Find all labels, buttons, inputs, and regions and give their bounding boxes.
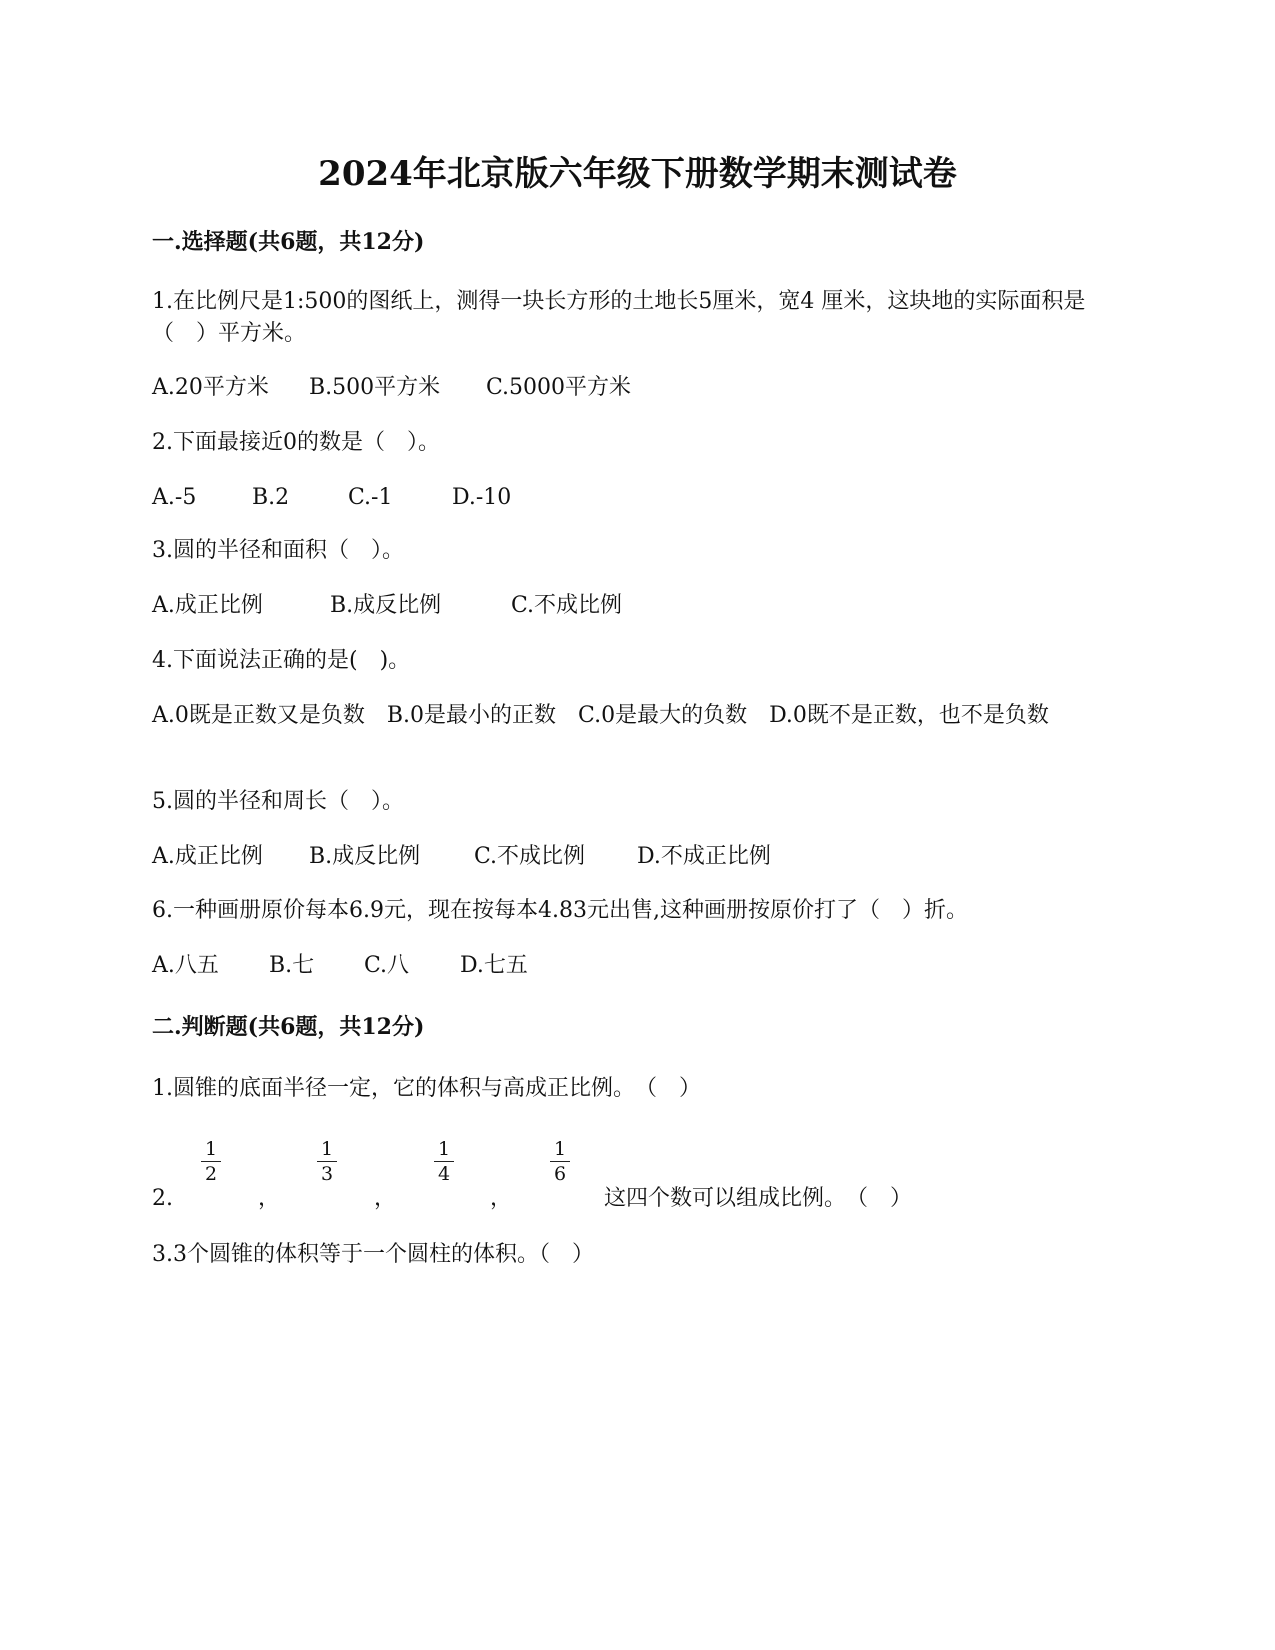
fraction-one-third: [317, 1138, 337, 1185]
fraction-bar: [317, 1161, 337, 1162]
judgement-2-prefix: 2.: [152, 1186, 173, 1211]
question-5-option-d: D.不成正比例: [637, 844, 771, 869]
fraction-separator: ，: [374, 1186, 397, 1211]
question-3-option-c: C.不成比例: [511, 593, 623, 618]
fraction-numerator: 1: [204, 1138, 218, 1160]
judgement-2-suffix: 这四个数可以组成比例。 （ ）: [604, 1186, 913, 1211]
fraction-one-quarter: [434, 1138, 454, 1185]
fraction-separator: ，: [258, 1186, 281, 1211]
question-6-text: 6.一种画册原价每本6.9元，现在按每本4.83元出售,这种画册按原价打了（ ）折。: [152, 898, 968, 923]
question-3-option-b: B.成反比例: [330, 593, 442, 618]
question-2-option-c: C.-1: [348, 485, 393, 510]
question-2-text: 2.下面最接近0的数是（ ）。: [152, 430, 440, 455]
fraction-one-half: [201, 1138, 221, 1185]
question-2-option-d: D.-10: [452, 485, 512, 510]
section-heading-choice: 一.选择题(共6题，共12分): [152, 229, 425, 255]
question-1-option-b: B.500平方米: [309, 375, 441, 400]
fraction-numerator: 1: [320, 1138, 334, 1160]
question-2-option-a: A.-5: [152, 485, 197, 510]
fraction-denominator: 3: [320, 1163, 334, 1185]
question-3-option-a: A.成正比例: [152, 593, 263, 618]
section-heading-judgement: 二.判断题(共6题，共12分): [152, 1014, 425, 1040]
question-5-option-c: C.不成比例: [474, 844, 586, 869]
fraction-bar: [550, 1161, 570, 1162]
fraction-denominator: 2: [204, 1163, 218, 1185]
question-6-option-d: D.七五: [460, 953, 528, 978]
judgement-1-text: 1.圆锥的底面半径一定，它的体积与高成正比例。 （ ）: [152, 1076, 701, 1101]
fraction-denominator: 6: [553, 1163, 567, 1185]
question-5-option-a: A.成正比例: [152, 844, 263, 869]
fraction-separator: ，: [490, 1186, 513, 1211]
question-1-text: 1.在比例尺是1:500的图纸上，测得一块长方形的土地长5厘米，宽4 厘米，这块地的实际面积是（ ）平方米。: [152, 289, 1086, 346]
fraction-numerator: 1: [553, 1138, 567, 1160]
question-6-option-c: C.八: [364, 953, 410, 978]
page-title: 2024年北京版六年级下册数学期末测试卷: [318, 154, 957, 194]
question-1-option-a: A.20平方米: [152, 375, 269, 400]
question-5-text: 5.圆的半径和周长（ ）。: [152, 789, 404, 814]
question-3-text: 3.圆的半径和面积（ ）。: [152, 538, 404, 563]
fraction-one-sixth: [550, 1138, 570, 1185]
judgement-3-text: 3.3个圆锥的体积等于一个圆柱的体积。（ ）: [152, 1242, 594, 1267]
question-1-option-c: C.5000平方米: [486, 375, 632, 400]
fraction-numerator: 1: [437, 1138, 451, 1160]
fraction-bar: [434, 1161, 454, 1162]
fraction-bar: [201, 1161, 221, 1162]
fraction-denominator: 4: [437, 1163, 451, 1185]
question-4-options: A.0既是正数又是负数 B.0是最小的正数 C.0是最大的负数 D.0既不是正数，也不是负数: [152, 703, 1049, 728]
question-6-option-a: A.八五: [152, 953, 219, 978]
question-2-option-b: B.2: [252, 485, 290, 510]
question-6-option-b: B.七: [269, 953, 315, 978]
question-4-text: 4.下面说法正确的是( )。: [152, 648, 411, 673]
question-5-option-b: B.成反比例: [309, 844, 421, 869]
